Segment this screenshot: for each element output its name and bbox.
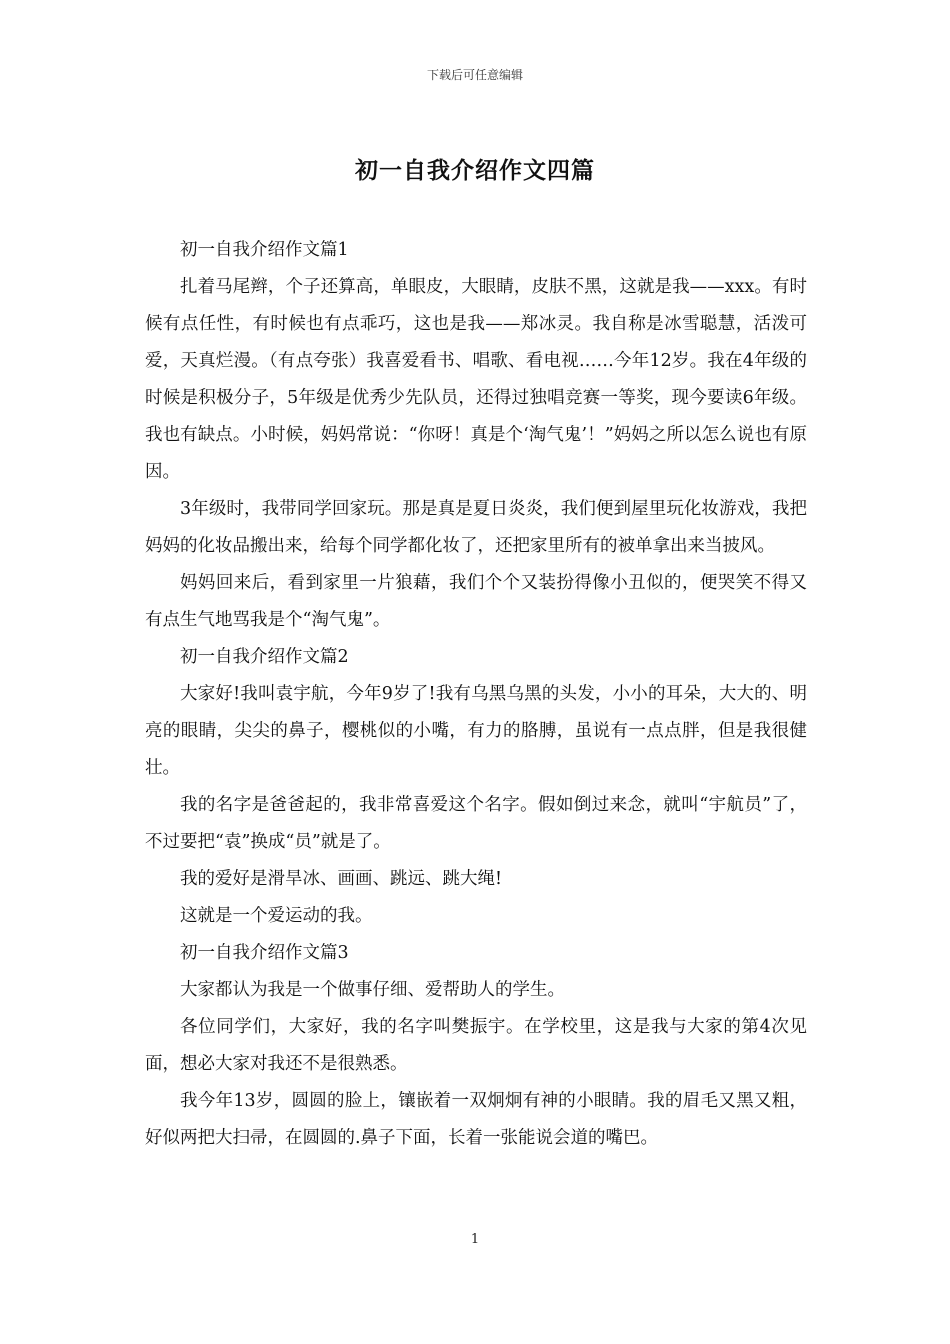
section-heading-3: 初一自我介绍作文篇3 bbox=[180, 943, 349, 963]
header-note: 下载后可任意编辑 bbox=[426, 68, 523, 82]
paragraph: 我的爱好是滑旱冰、画画、跳远、跳大绳! bbox=[180, 869, 503, 889]
paragraph: 扎着马尾辫，个子还算高，单眼皮，大眼睛，皮肤不黑，这就是我——xxx。有时候有点任性，有时候也有点乖巧，这也是我——郑冰灵。我自称是冰雪聪慧，活泼可爱，天真烂漫。（有点夸张）我喜爱看书、唱歌、看电视……今年12岁。我在4年级的时候是积极分子，5年级是优秀少先队员，还得过独唱竞赛一等奖，现今要读6年级。我也有缺点。小时候，妈妈常说：“你呀！真是个‘淘气鬼’！”妈妈之所以怎么说也有原因。 bbox=[145, 277, 807, 482]
document-title: 初一自我介绍作文四篇 bbox=[355, 157, 595, 184]
paragraph: 大家都认为我是一个做事仔细、爱帮助人的学生。 bbox=[180, 980, 565, 1000]
paragraph: 大家好!我叫袁宇航，今年9岁了!我有乌黑乌黑的头发，小小的耳朵，大大的、明亮的眼睛，尖尖的鼻子，樱桃似的小嘴，有力的胳膊，虽说有一点点胖，但是我很健壮。 bbox=[145, 684, 807, 778]
section-heading-2: 初一自我介绍作文篇2 bbox=[180, 647, 349, 667]
paragraph: 我今年13岁，圆圆的脸上，镶嵌着一双炯炯有神的小眼睛。我的眉毛又黑又粗，好似两把大扫帚，在圆圆的.鼻子下面，长着一张能说会道的嘴巴。 bbox=[145, 1091, 807, 1148]
paragraph: 各位同学们，大家好，我的名字叫樊振宇。在学校里，这是我与大家的第4次见面，想必大家对我还不是很熟悉。 bbox=[145, 1017, 807, 1074]
paragraph: 3年级时，我带同学回家玩。那是真是夏日炎炎，我们便到屋里玩化妆游戏，我把妈妈的化妆品搬出来，给每个同学都化妆了，还把家里所有的被单拿出来当披风。 bbox=[145, 499, 807, 556]
section-heading-1: 初一自我介绍作文篇1 bbox=[180, 240, 349, 260]
document-body bbox=[145, 232, 807, 1157]
page-number: 1 bbox=[470, 1232, 480, 1247]
paragraph: 妈妈回来后，看到家里一片狼藉，我们个个又装扮得像小丑似的，便哭笑不得又有点生气地骂我是个“淘气鬼”。 bbox=[145, 573, 807, 630]
paragraph: 这就是一个爱运动的我。 bbox=[180, 906, 373, 926]
paragraph: 我的名字是爸爸起的，我非常喜爱这个名字。假如倒过来念，就叫“宇航员”了，不过要把“袁”换成“员”就是了。 bbox=[145, 795, 807, 852]
